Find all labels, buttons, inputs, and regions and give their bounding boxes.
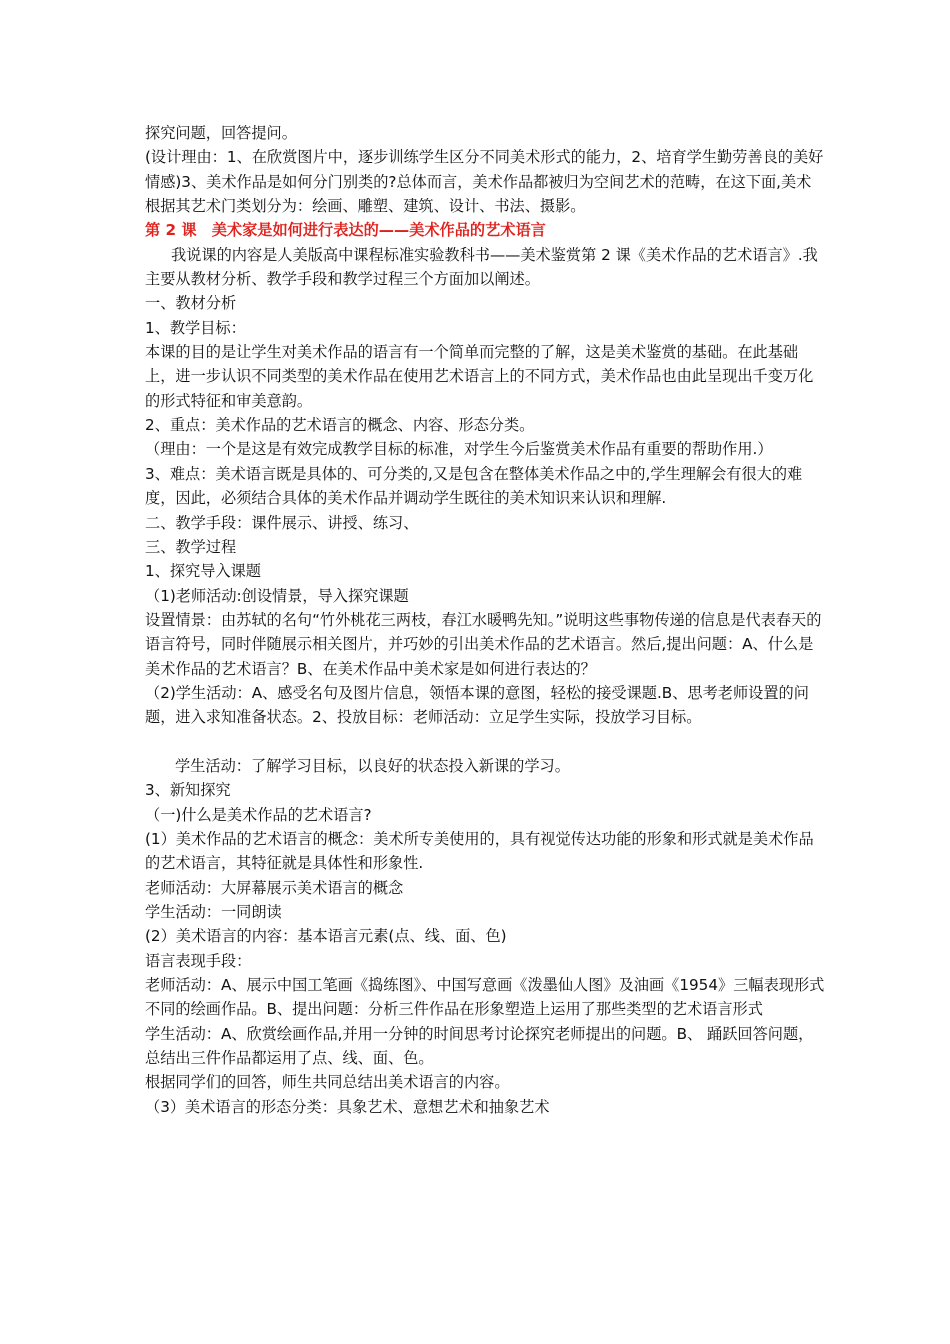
paragraph: 学生活动：一同朗读 xyxy=(145,903,282,921)
paragraph: 3、难点：美术语言既是具体的、可分类的,又是包含在整体美术作品之中的,学生理解会有很大的难度，因此，必须结合具体的美术作品并调动学生既往的美术知识来认识和理解. xyxy=(145,464,803,508)
section-heading: 三、教学过程 xyxy=(145,537,237,556)
subsection-heading: 1、探究导入课题 xyxy=(145,562,261,581)
paragraph: （理由：一个是这是有效完成教学目标的标准，对学生今后鉴赏美术作品有重要的帮助作用.） xyxy=(145,440,773,459)
subsection-heading: 3、新知探究 xyxy=(145,781,231,800)
paragraph: 我说课的内容是人美版高中课程标准实验教科书——美术鉴赏第 2 课《美术作品的艺术语言》.我主要从教材分析、教学手段和教学过程三个方面加以阐述。 xyxy=(145,245,818,289)
paragraph: (1）美术作品的艺术语言的概念：美术所专美使用的，具有视觉传达功能的形象和形式就是美术作品的艺术语言，其特征就是具体性和形象性. xyxy=(145,829,814,873)
paragraph: （2)学生活动：A、感受名句及图片信息，领悟本课的意图，轻松的接受课题.B、思考老师设置的问题，进入求知准备状态。2、投放目标：老师活动：立足学生实际，投放学习目标。 xyxy=(145,683,809,727)
paragraph: 老师活动：A、展示中国工笔画《捣练图》、中国写意画《泼墨仙人图》及油画《1954》三幅表现形式不同的绘画作品。B、提出问题：分析三件作品在形象塑造上运用了那些类型的艺术语言形式 xyxy=(145,976,825,1019)
paragraph: 本课的目的是让学生对美术作品的语言有一个简单而完整的了解，这是美术鉴赏的基础。在此基础上，进一步认识不同类型的美术作品在使用艺术语言上的不同方式，美术作品也由此呈现出千变万化的形式特征和审美意韵。 xyxy=(145,343,814,410)
blank-line xyxy=(145,730,825,754)
paragraph: 学生活动：A、欣赏绘画作品,并用一分钟的时间思考讨论探究老师提出的问题。B、 踊跃回答问题，总结出三件作品都运用了点、线、面、色。 xyxy=(145,1024,814,1068)
paragraph: (设计理由：1、在欣赏图片中，逐步训练学生区分不同美术形式的能力，2、培育学生勤劳善良的美好情感)3、美术作品是如何分门别类的?总体而言，美术作品都被归为空间艺术的范畴，在这下面,美术根据其艺术门类划分为：绘画、雕塑、建筑、设计、书法、摄影。 xyxy=(145,148,824,216)
paragraph: 设置情景：由苏轼的名句“竹外桃花三两枝，春江水暖鸭先知。”说明这些事物传递的信息是代表春天的语言符号，同时伴随展示相关图片，并巧妙的引出美术作品的艺术语言。然后,提出问题：A、什么是美术作品的艺术语言？B、在美术作品中美术家是如何进行表达的？ xyxy=(145,610,822,678)
section-heading: 二、教学手段：课件展示、讲授、练习、 xyxy=(145,513,419,532)
paragraph: 探究问题，回答提问。 xyxy=(145,124,297,142)
paragraph: 根据同学们的回答，师生共同总结出美术语言的内容。 xyxy=(145,1073,510,1092)
paragraph: （1)老师活动:创设情景，导入探究课题 xyxy=(145,586,409,605)
paragraph: （3）美术语言的形态分类：具象艺术、意想艺术和抽象艺术 xyxy=(145,1097,550,1116)
document-page xyxy=(145,121,825,1119)
paragraph: 2、重点：美术作品的艺术语言的概念、内容、形态分类。 xyxy=(145,416,535,435)
paragraph: 老师活动：大屏幕展示美术语言的概念 xyxy=(145,878,404,897)
subsection-heading: 1、教学目标： xyxy=(145,318,246,337)
paragraph: (2）美术语言的内容：基本语言元素(点、线、面、色) xyxy=(145,927,507,946)
lesson-heading: 第 2 课 美术家是如何进行表达的——美术作品的艺术语言 xyxy=(145,221,546,240)
paragraph: （一)什么是美术作品的艺术语言? xyxy=(145,805,372,824)
paragraph: 学生活动：了解学习目标，以良好的状态投入新课的学习。 xyxy=(175,756,570,775)
paragraph: 语言表现手段： xyxy=(145,951,252,970)
section-heading: 一、教材分析 xyxy=(145,294,237,313)
